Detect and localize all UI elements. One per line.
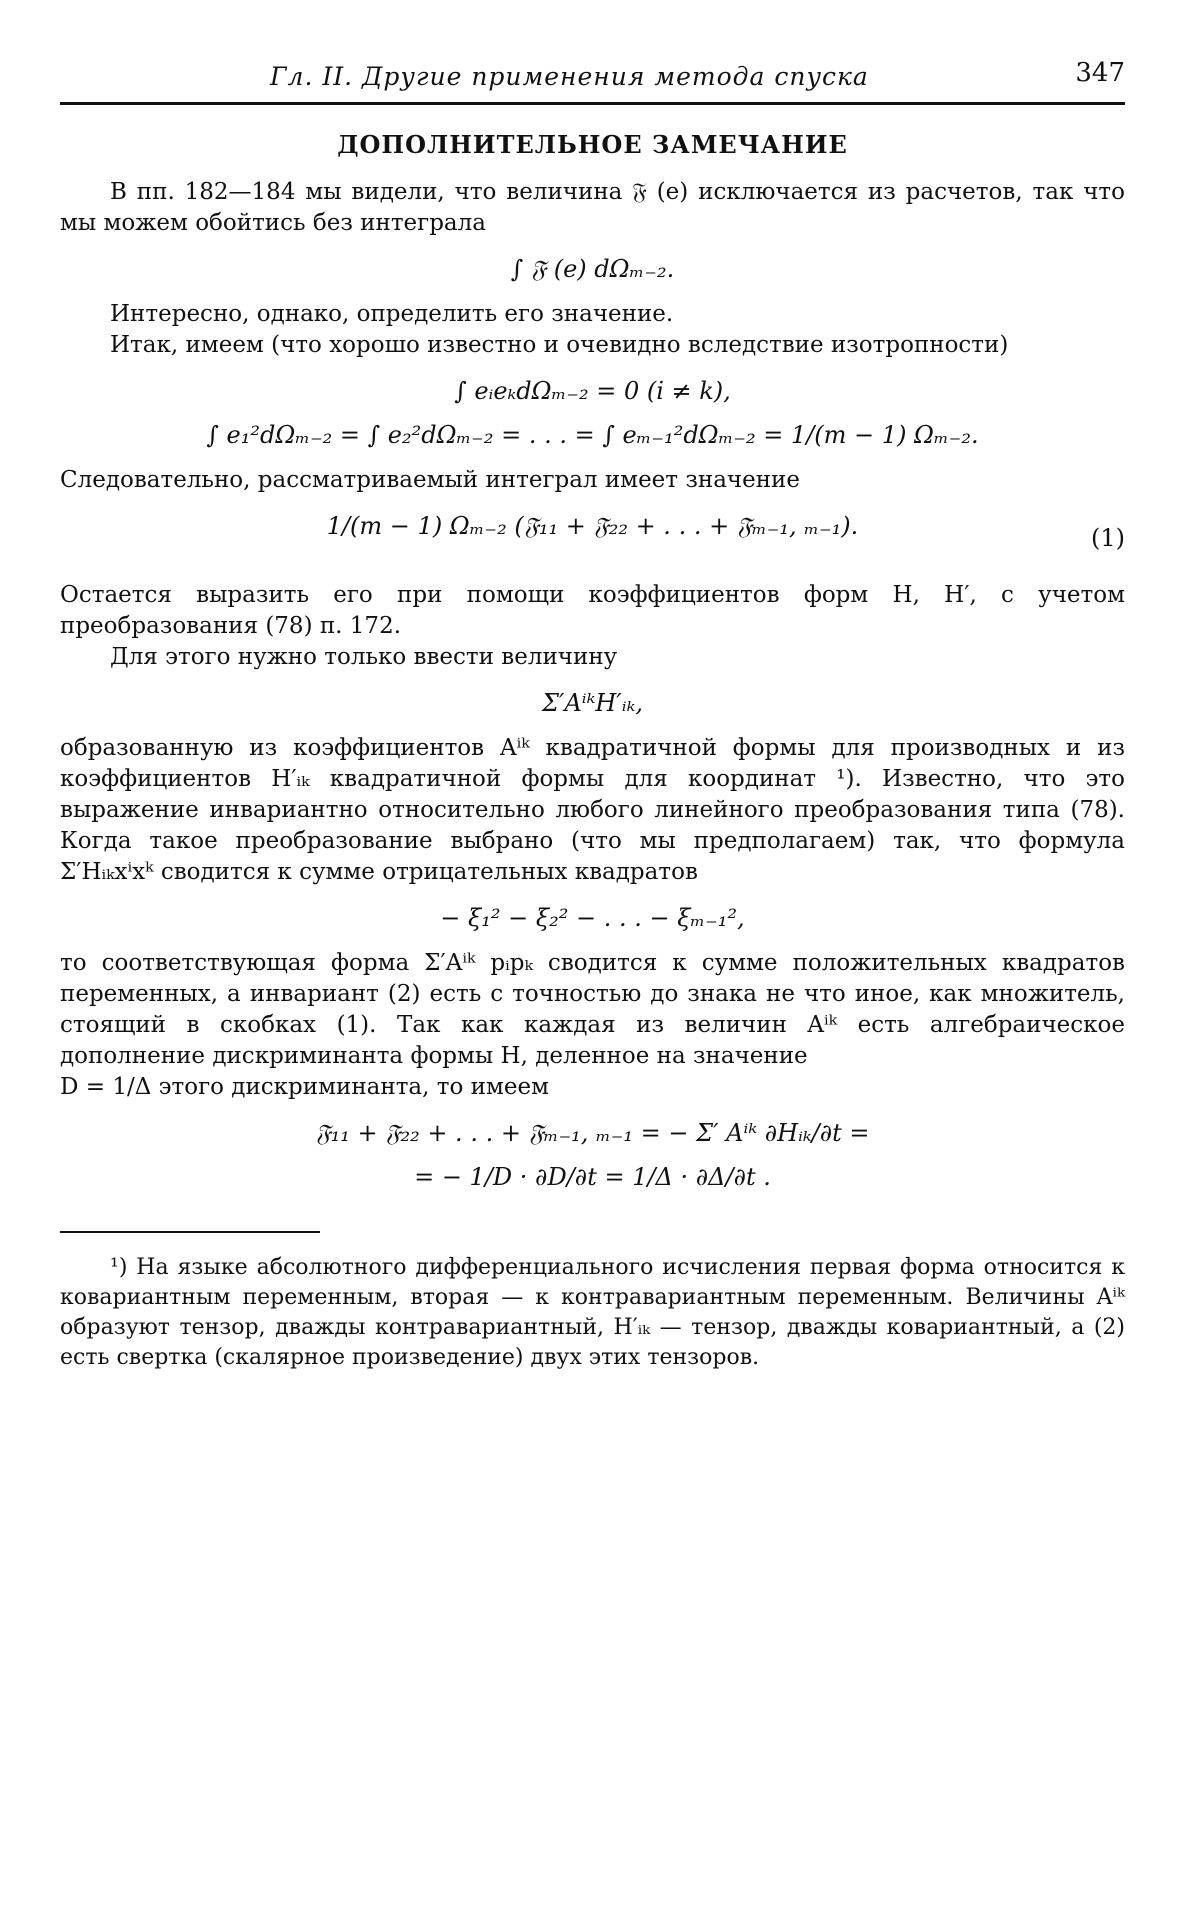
formula-sum-derivative: 𝔉₁₁ + 𝔉₂₂ + . . . + 𝔉ₘ₋₁, ₘ₋₁ = − Σ′ Aⁱᵏ ∂Hᵢₖ/∂t = <box>315 1119 870 1147</box>
paragraph-7: образованную из коэффициентов Aⁱᵏ квадратичной формы для производных и из коэффициентов H′ᵢₖ квадратичной формы для координат ¹). Известно, что это выражение инвариантно относительно любого линейного преобразования типа (78). Когда такое преобразование выбрано (что мы предполагаем) так, что формула Σ′Hᵢₖxⁱxᵏ сводится к сумме отрицательных квадратов <box>60 735 1125 885</box>
paragraph-8: то соответствующая форма Σ′Aⁱᵏ pᵢpₖ сводится к сумме положительных квадратов переменных, а инвариант (2) есть с точностью до знака не что иное, как множитель, стоящий в скобках (1). Так как каждая из величин Aⁱᵏ есть алгебраическое дополнение дискриминанта формы H, деленное на значение <box>60 950 1125 1069</box>
formula-negative-squares: − ξ₁² − ξ₂² − . . . − ξₘ₋₁², <box>440 904 745 932</box>
paragraph-2: Интересно, однако, определить его значение. <box>110 301 674 327</box>
formula-orthogonality: ∫ eᵢeₖdΩₘ₋₂ = 0 (i ≠ k), <box>454 377 731 405</box>
equation-number-1: (1) <box>1091 524 1125 552</box>
formula-invariant: Σ′AⁱᵏH′ᵢₖ, <box>542 689 643 717</box>
book-page <box>60 40 1125 1373</box>
page-number: 347 <box>1075 58 1125 88</box>
paragraph-6: Для этого нужно только ввести величину <box>110 644 618 670</box>
formula-squares: ∫ e₁²dΩₘ₋₂ = ∫ e₂²dΩₘ₋₂ = . . . = ∫ eₘ₋₁²dΩₘ₋₂ = 1/(m − 1) Ωₘ₋₂. <box>206 421 979 449</box>
footnote <box>60 1253 1125 1373</box>
formula-1-row <box>60 512 1125 564</box>
formula-1: 1/(m − 1) Ωₘ₋₂ (𝔉₁₁ + 𝔉₂₂ + . . . + 𝔉ₘ₋₁, ₘ₋₁). <box>326 512 859 540</box>
footnote-rule <box>60 1231 320 1233</box>
chapter-title: Гл. II. Другие применения метода спуска <box>270 62 869 91</box>
paragraph-3: Итак, имеем (что хорошо известно и очевидно вследствие изотропности) <box>110 332 1009 358</box>
paragraph-1: В пп. 182—184 мы видели, что величина 𝔉 (e) исключается из расчетов, так что мы можем обойтись без интеграла <box>60 179 1125 236</box>
paragraph-9: D = 1/Δ этого дискриминанта, то имеем <box>60 1074 549 1100</box>
section-heading: ДОПОЛНИТЕЛЬНОЕ ЗАМЕЧАНИЕ <box>337 130 848 159</box>
formula-integral: ∫ 𝔉 (e) dΩₘ₋₂. <box>510 255 675 283</box>
paragraph-4: Следовательно, рассматриваемый интеграл имеет значение <box>60 467 800 493</box>
footnote-text: ¹) На языке абсолютного дифференциального исчисления первая форма относится к ковариантным переменным, вторая — к контравариантным переменным. Величины Aⁱᵏ образуют тензор, дважды контравариантный, H′ᵢₖ — тензор, дважды ковариантный, а (2) есть свертка (скалярное произведение) двух этих тензоров. <box>60 1255 1125 1370</box>
paragraph-5: Остается выразить его при помощи коэффициентов форм H, H′, с учетом преобразования (78) п. 172. <box>60 582 1125 639</box>
running-header <box>60 40 1125 100</box>
formula-result: = − 1/D · ∂D/∂t = 1/Δ · ∂Δ/∂t . <box>414 1163 771 1191</box>
header-rule <box>60 102 1125 105</box>
